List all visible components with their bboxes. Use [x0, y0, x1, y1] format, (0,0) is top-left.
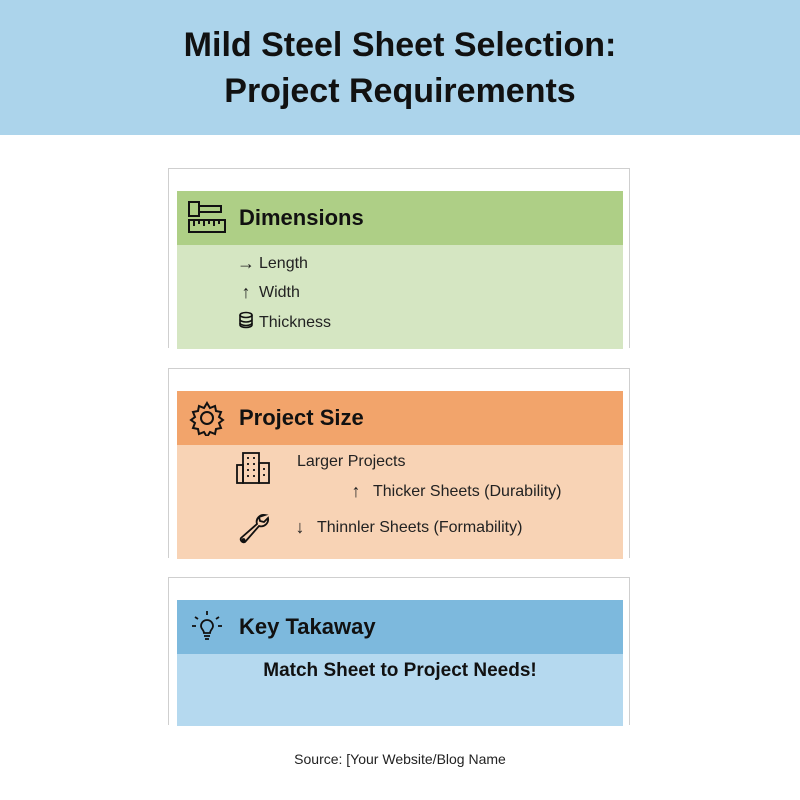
- thicker-sheets-row: [343, 481, 562, 502]
- thinner-sheets-row: [287, 517, 522, 538]
- larger-projects-row: [297, 453, 406, 471]
- list-item: [233, 282, 300, 303]
- dimensions-title: Dimensions: [239, 205, 364, 230]
- title-line-1: Mild Steel Sheet Selection:: [183, 25, 617, 64]
- larger-projects-label: Larger Projects: [297, 453, 406, 470]
- stack-icon: [233, 311, 259, 334]
- width-label: Width: [259, 283, 300, 301]
- page-title: [184, 22, 617, 114]
- list-item: [233, 253, 308, 274]
- key-takeaway-body: [177, 654, 623, 726]
- length-label: Length: [259, 254, 308, 272]
- project-size-body: [177, 445, 623, 559]
- arrow-up-icon: ↑: [241, 282, 251, 302]
- source-caption: Source: [Your Website/Blog Name: [294, 751, 506, 767]
- dimensions-header: [177, 191, 623, 245]
- ruler-icon: [187, 200, 227, 236]
- project-size-header: [177, 391, 623, 445]
- thickness-label: Thickness: [259, 313, 332, 331]
- key-takeaway-card: [168, 577, 630, 725]
- gear-icon: [187, 400, 227, 436]
- takeaway-message: Match Sheet to Project Needs!: [263, 660, 537, 681]
- header-banner: [0, 0, 800, 135]
- arrow-down-icon: ↓: [295, 517, 305, 537]
- dimensions-body: [177, 245, 623, 349]
- key-takeaway-title: Key Takaway: [239, 614, 376, 639]
- thicker-sheets-label: Thicker Sheets (Durability): [373, 482, 562, 500]
- project-size-title: Project Size: [239, 405, 364, 430]
- list-item: [233, 311, 331, 334]
- arrow-right-icon: →: [237, 253, 255, 273]
- project-size-card: [168, 368, 630, 558]
- arrow-up-icon: ↑: [351, 481, 361, 501]
- building-icon: [235, 451, 273, 490]
- lightbulb-icon: [187, 609, 227, 645]
- dimensions-card: [168, 168, 630, 348]
- thinner-sheets-label: Thinnler Sheets (Formability): [317, 518, 523, 536]
- title-line-2: Project Requirements: [224, 71, 576, 110]
- wrench-icon: [235, 511, 273, 552]
- key-takeaway-header: [177, 600, 623, 654]
